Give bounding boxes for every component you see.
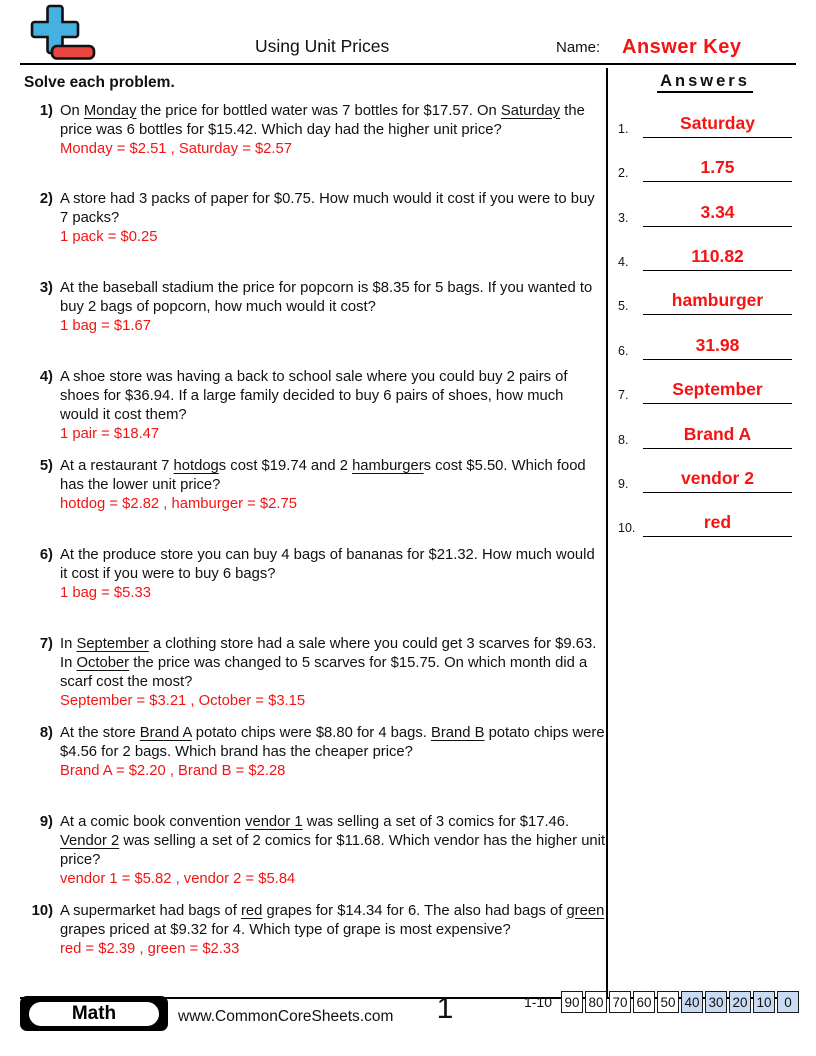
score-cell: 40 — [681, 991, 703, 1013]
answer-blank: hamburger — [643, 290, 792, 315]
problem-text: At the baseball stadium the price for popcorn is $8.35 for 5 bags. If you wanted to buy 2 bags of popcorn, how much would it cost? — [60, 280, 593, 316]
problem-body — [60, 813, 606, 902]
math-badge — [20, 996, 168, 1031]
problem-answer-work: 1 pair = $18.47 — [60, 426, 160, 443]
answer-number: 10. — [618, 521, 636, 536]
answer-row — [618, 493, 792, 537]
problem-text: At the produce store you can buy 4 bags of bananas for $21.32. How much would it cost if you were to buy 6 bags? — [60, 546, 595, 582]
problem — [20, 279, 606, 368]
problem — [20, 457, 606, 546]
name-value: Answer Key — [622, 36, 742, 58]
score-range-label: 1-10 — [523, 994, 552, 1010]
problem-answer-work: 1 bag = $1.67 — [60, 318, 151, 335]
instructions: Solve each problem. — [24, 73, 175, 91]
problem-answer-work: vendor 1 = $5.82 , vendor 2 = $5.84 — [60, 870, 296, 887]
problem-text: In September a clothing store had a sale where you could get 3 scarves for $9.63. In October the price was changed to 5 scarves for $15.75. On which month did a scarf cost the most? — [60, 635, 597, 690]
answer-blank: Brand A — [643, 424, 792, 449]
answer-blank: 31.98 — [643, 335, 792, 360]
score-cell: 90 — [561, 991, 583, 1013]
answer-number: 5. — [618, 299, 629, 314]
answer-number: 9. — [618, 477, 629, 492]
answer-number: 2. — [618, 166, 629, 181]
answer-row — [618, 227, 792, 271]
problem — [20, 546, 606, 635]
problem-body — [60, 635, 606, 724]
score-cell: 20 — [729, 991, 751, 1013]
score-cells — [559, 991, 799, 1013]
problems-list — [20, 102, 606, 991]
website-text: www.CommonCoreSheets.com — [178, 1008, 394, 1025]
score-cell: 80 — [585, 991, 607, 1013]
answer-blank: 3.34 — [643, 202, 792, 227]
problem-text: A shoe store was having a back to school sale where you could buy 2 pairs of shoes for $36.94. If a large family decided to buy 6 pairs of shoes, how much would it cost them? — [60, 369, 568, 424]
problem-number: 3) — [39, 280, 53, 297]
answer-number: 7. — [618, 388, 629, 403]
problem-number: 7) — [39, 635, 53, 652]
minus-icon — [52, 46, 94, 59]
problem-number: 6) — [39, 546, 53, 563]
problem-body — [60, 457, 606, 546]
problem-body — [60, 279, 606, 368]
problem-answer-work: 1 pack = $0.25 — [60, 229, 158, 246]
score-table — [524, 991, 799, 1013]
answer-row — [618, 271, 792, 315]
answer-row — [618, 360, 792, 404]
problem-text: A supermarket had bags of red grapes for $14.34 for 6. The also had bags of green grapes priced at $9.32 for 4. Which type of grape is most expensive? — [60, 902, 605, 938]
math-badge-label: Math — [29, 1002, 159, 1026]
problem-answer-work: September = $3.21 , October = $3.15 — [60, 692, 306, 709]
problem-body — [60, 546, 606, 635]
problems-column — [20, 68, 606, 998]
problem-text: At a comic book convention vendor 1 was selling a set of 3 comics for $17.46. Vendor 2 was selling a set of 2 comics for $11.68. Which vendor has the higher unit price? — [60, 813, 606, 868]
answer-blank: red — [643, 512, 792, 537]
problem-number: 2) — [39, 191, 53, 208]
answer-number: 6. — [618, 343, 629, 358]
page-number: 1 — [436, 992, 454, 1025]
problem — [20, 635, 606, 724]
problem-number: 4) — [39, 369, 53, 386]
header — [20, 0, 796, 65]
problem-body — [60, 102, 606, 191]
problem-text: A store had 3 packs of paper for $0.75. How much would it cost if you were to buy 7 packs? — [60, 191, 595, 227]
answer-number: 1. — [618, 121, 629, 136]
answer-number: 3. — [618, 210, 629, 225]
answer-number: 4. — [618, 255, 629, 270]
problem-answer-work: red = $2.39 , green = $2.33 — [60, 940, 240, 957]
problem-text: At the store Brand A potato chips were $8.80 for 4 bags. Brand B potato chips were $4.56 for 2 bags. Which brand has the cheaper price? — [60, 724, 605, 760]
problem-body — [60, 902, 606, 991]
problem-text: At a restaurant 7 hotdogs cost $19.74 and 2 hamburgers cost $5.50. Which food has the lower unit price? — [60, 458, 586, 494]
problem — [20, 368, 606, 457]
score-cell: 30 — [705, 991, 727, 1013]
answers-panel — [608, 68, 796, 998]
answer-blank: vendor 2 — [643, 468, 792, 493]
problem-number: 5) — [39, 458, 53, 475]
answer-row — [618, 315, 792, 359]
answer-blank: September — [643, 379, 792, 404]
answer-row — [618, 404, 792, 448]
answers-title: Answers — [618, 72, 792, 91]
problem-answer-work: hotdog = $2.82 , hamburger = $2.75 — [60, 496, 297, 513]
problem-number: 9) — [39, 813, 53, 830]
problem — [20, 102, 606, 191]
answer-row — [618, 138, 792, 182]
problem-body — [60, 368, 606, 457]
answer-blank: 110.82 — [643, 246, 792, 271]
name-label: Name: — [556, 39, 601, 56]
score-cell: 60 — [633, 991, 655, 1013]
answer-number: 8. — [618, 432, 629, 447]
problem-answer-work: Monday = $2.51 , Saturday = $2.57 — [60, 140, 292, 157]
problem-number: 10) — [31, 902, 53, 919]
problem-answer-work: 1 bag = $5.33 — [60, 584, 151, 601]
problem-number: 1) — [39, 102, 53, 119]
problem-body — [60, 190, 606, 279]
answer-blank: Saturday — [643, 113, 792, 138]
problem — [20, 902, 606, 991]
problem — [20, 813, 606, 902]
score-cell: 10 — [753, 991, 775, 1013]
problem-text: On Monday the price for bottled water was 7 bottles for $17.57. On Saturday the price was 6 bottles for $15.42. Which day had the higher unit price? — [60, 102, 585, 138]
problem-body — [60, 724, 606, 813]
problem-answer-work: Brand A = $2.20 , Brand B = $2.28 — [60, 762, 286, 779]
math-logo-icon — [24, 3, 100, 66]
answer-row — [618, 449, 792, 493]
score-cell: 0 — [777, 991, 799, 1013]
answers-list — [618, 94, 792, 538]
problem — [20, 724, 606, 813]
answer-blank: 1.75 — [643, 157, 792, 182]
content — [20, 68, 796, 998]
answer-row — [618, 94, 792, 138]
score-cell: 50 — [657, 991, 679, 1013]
score-cell: 70 — [609, 991, 631, 1013]
problem — [20, 190, 606, 279]
page-title: Using Unit Prices — [255, 36, 390, 56]
problem-number: 8) — [39, 724, 53, 741]
answer-row — [618, 182, 792, 226]
